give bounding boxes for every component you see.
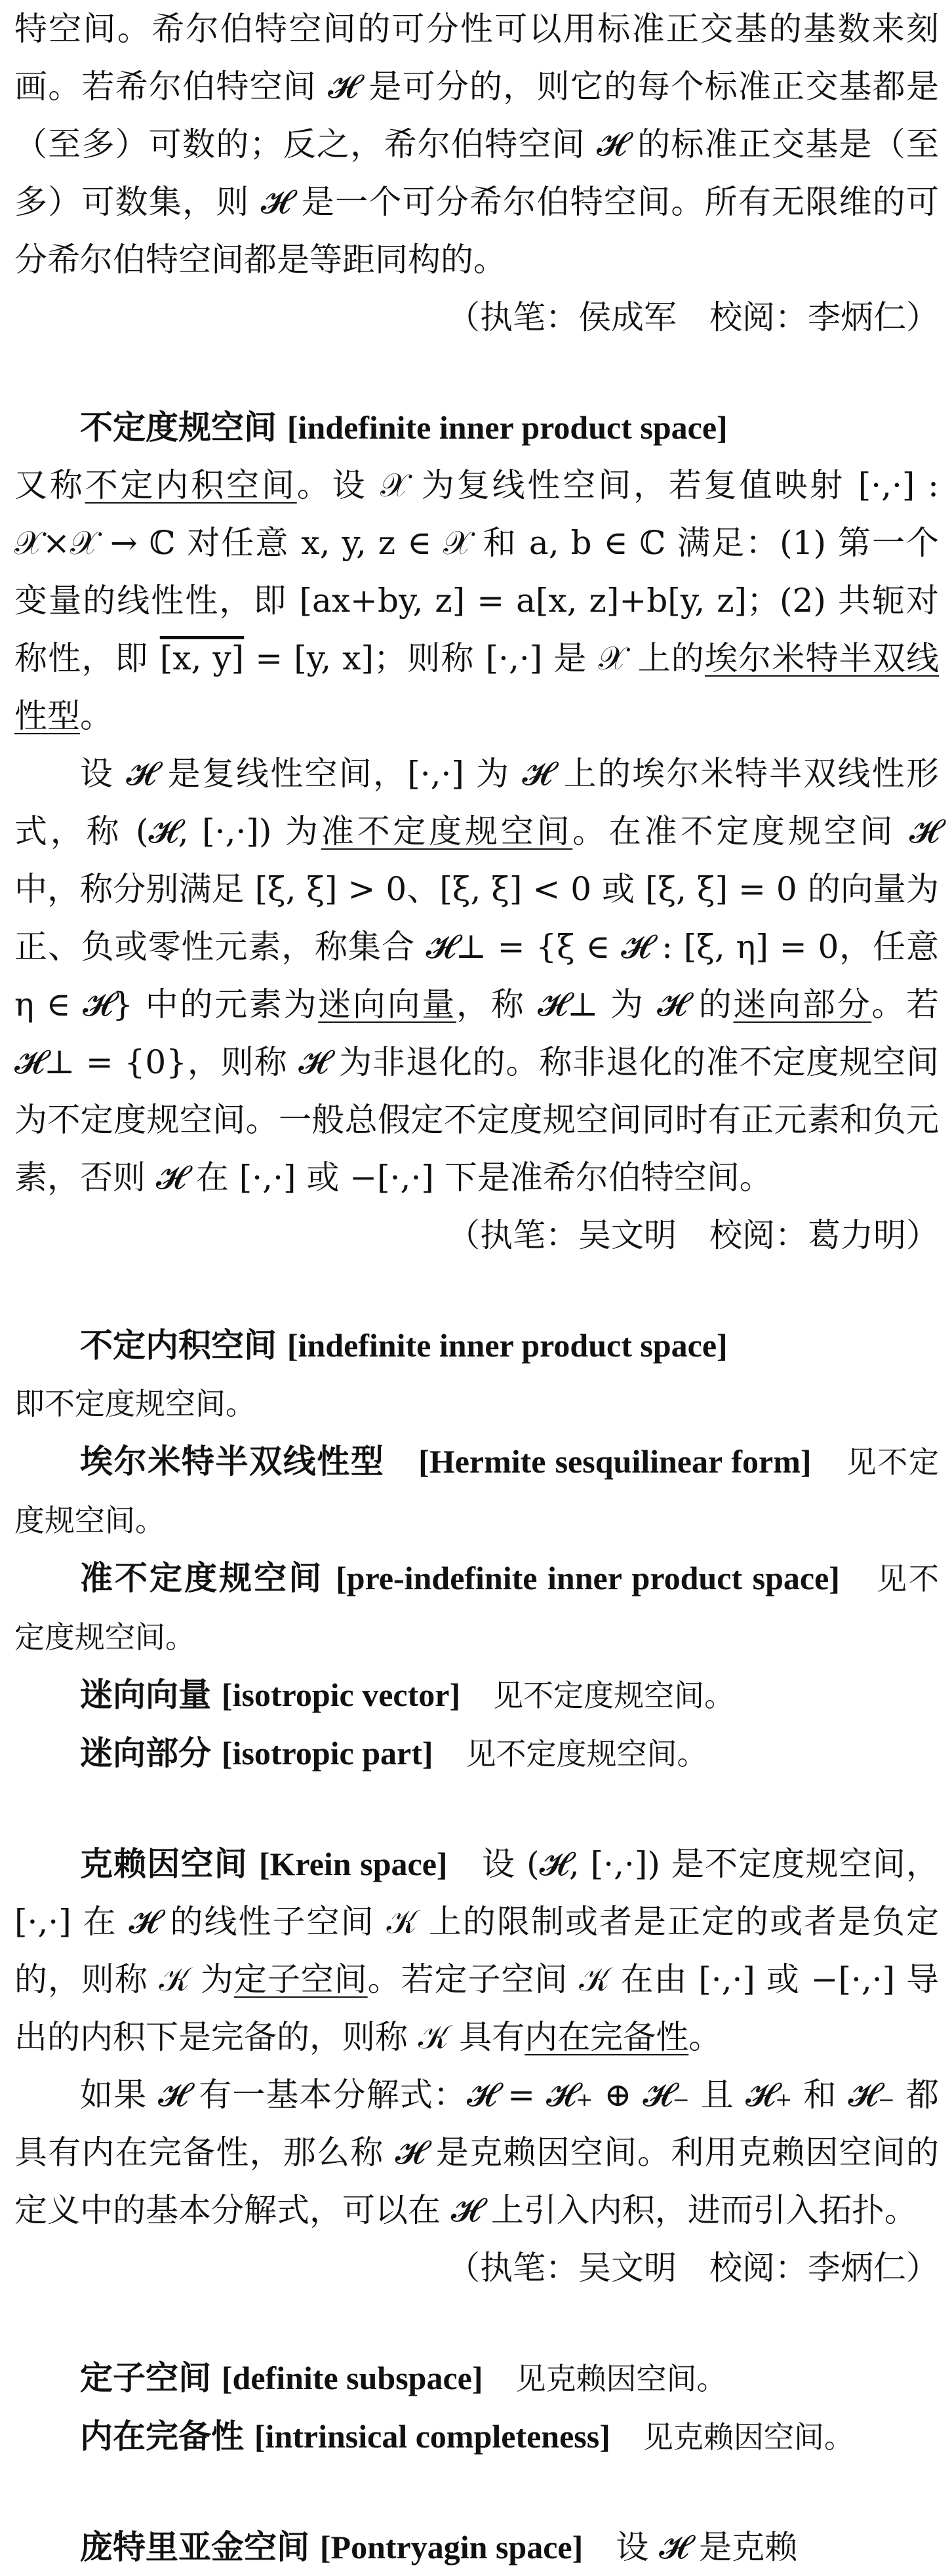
ref-term: 不定内积空间 <box>80 1326 277 1364</box>
entry1-paragraph-2: 设 𝓗 是复线性空间，[·,·] 为 𝓗 上的埃尔米特半双线性形式，称 (𝓗, [·,·]) 为准不定度规空间。在准不定度规空间 𝓗 中，称分别满足 [ξ, ξ] > 0、[ξ, ξ] < 0 或 [ξ, ξ] = 0 的向量为正、负或零性元素，称集合 𝓗⊥ = {ξ ∈ 𝓗 : [ξ, η] = 0，任意 η ∈ 𝓗} 中的元素为迷向向量，称 𝓗⊥ 为 𝓗 的迷向部分。若 𝓗⊥ = {0}，则称 𝓗 为非退化的。称非退化的准不定度规空间为不定度规空间。一般总假定不定度规空间同时有正元素和负元素，否则 𝓗 在 [·,·] 或 −[·,·] 下是准希尔伯特空间。 <box>14 755 940 1197</box>
ref-entry <box>14 1317 939 1374</box>
entry-pontryagin-space <box>14 2518 939 2576</box>
term-link: 不定内积空间 <box>85 466 297 504</box>
ref-english: [pre-indefinite inner product space] <box>336 1560 840 1596</box>
entry2-credit: （执笔：吴文明 校阅：李炳仁） <box>447 2249 939 2287</box>
ref-english: [intrinsical completeness] <box>254 2418 610 2455</box>
ref-entry <box>14 1666 939 1724</box>
intro-paragraph: 特空间。希尔伯特空间的可分性可以用标准正交基的基数来刻画。若希尔伯特空间 𝓗 是可分的，则它的每个标准正交基都是（至多）可数的；反之，希尔伯特空间 𝓗 的标准正交基是（至多）可数集，则 𝓗 是一个可分希尔伯特空间。所有无限维的可分希尔伯特空间都是等距同构的。 <box>14 10 939 279</box>
ref-term: 迷向部分 <box>80 1734 211 1772</box>
ref-entry <box>14 1724 939 1783</box>
ref-entry <box>14 1433 939 1549</box>
entry1-credit: （执笔：吴文明 校阅：葛力明） <box>447 1216 939 1254</box>
entry3-text: 设 𝓗 是克赖 <box>616 2528 798 2566</box>
ref-english: [isotropic part] <box>221 1735 433 1772</box>
ref-see: 见不定度规空间。 <box>493 1678 735 1713</box>
term-link: 准不定度规空间 <box>321 812 573 850</box>
term-link: 埃尔米特半双线性型 <box>14 639 939 735</box>
term-link: 迷向部分 <box>733 985 872 1023</box>
ref-term: 准不定度规空间 <box>80 1559 324 1597</box>
ref-english: [indefinite inner product space] <box>287 1327 728 1364</box>
entry-term: 庞特里亚金空间 <box>80 2528 309 2566</box>
term-link: 内在完备性 <box>525 2018 689 2056</box>
ref-see: 见不定度规空间。 <box>14 1561 940 1655</box>
document-page <box>14 0 939 2576</box>
entry-english: [indefinite inner product space] <box>287 409 728 446</box>
ref-english: [isotropic vector] <box>221 1676 461 1713</box>
entry-indefinite-space <box>14 399 939 456</box>
ref-english: [definite subspace] <box>221 2360 483 2396</box>
ref-english: [Hermite sesquilinear form] <box>418 1443 812 1480</box>
entry-term: 不定度规空间 <box>80 408 277 446</box>
ref-see: 即不定度规空间。 <box>14 1386 256 1421</box>
ref-see: 见克赖因空间。 <box>643 2419 854 2455</box>
ref-term: 内在完备性 <box>80 2417 244 2455</box>
term-link: 定子空间 <box>233 1960 368 1998</box>
ref-see: 见不定度规空间。 <box>14 1444 940 1538</box>
ref-term: 定子空间 <box>80 2359 211 2397</box>
entry-term: 克赖因空间 <box>80 1845 248 1883</box>
entry-krein-space: 克赖因空间 [Krein space] 设 (𝓗, [·,·]) 是不定度规空间，[·,·] 在 𝓗 的线性子空间 𝒦 上的限制或者是正定的或者是负定的，则称 𝒦 为定子空间。若定子空间 𝒦 在由 [·,·] 或 −[·,·] 导出的内积下是完备的，则称 𝒦 具有内在完备性。 <box>14 1845 940 2056</box>
entry-english: [Krein space] <box>258 1846 448 1882</box>
ref-entry <box>14 2408 939 2466</box>
ref-entry <box>14 1549 939 1666</box>
ref-see: 见不定度规空间。 <box>466 1736 707 1772</box>
entry-english: [Pontryagin space] <box>319 2529 584 2566</box>
ref-entry <box>14 2349 939 2408</box>
intro-credit: （执笔：侯成军 校阅：李炳仁） <box>447 298 939 336</box>
term-link: 迷向向量 <box>318 985 457 1023</box>
ref-term: 埃尔米特半双线性型 <box>80 1442 385 1480</box>
conjugate-expression: [x, y] <box>159 639 245 677</box>
entry1-paragraph-1: 又称不定内积空间。设 𝒳 为复线性空间，若复值映射 [·,·] : 𝒳×𝒳 → ℂ 对任意 x, y, z ∈ 𝒳 和 a, b ∈ ℂ 满足：(1) 第一个变量的线性性，即 [ax+by, z] = a[x, z]+b[y, z]；(2) 共轭对称性，即 [x, y] = [y, x]；则称 [·,·] 是 𝒳 上的埃尔米特半双线性型。 <box>14 466 940 735</box>
entry2-paragraph-2: 如果 𝓗 有一基本分解式：𝓗 = 𝓗₊ ⊕ 𝓗₋ 且 𝓗₊ 和 𝓗₋ 都具有内在完备性，那么称 𝓗 是克赖因空间。利用克赖因空间的定义中的基本分解式，可以在 𝓗 上引入内积，进而引入拓扑。 <box>14 2076 939 2229</box>
ref-term: 迷向向量 <box>80 1676 211 1714</box>
ref-see: 见克赖因空间。 <box>515 2361 727 2396</box>
